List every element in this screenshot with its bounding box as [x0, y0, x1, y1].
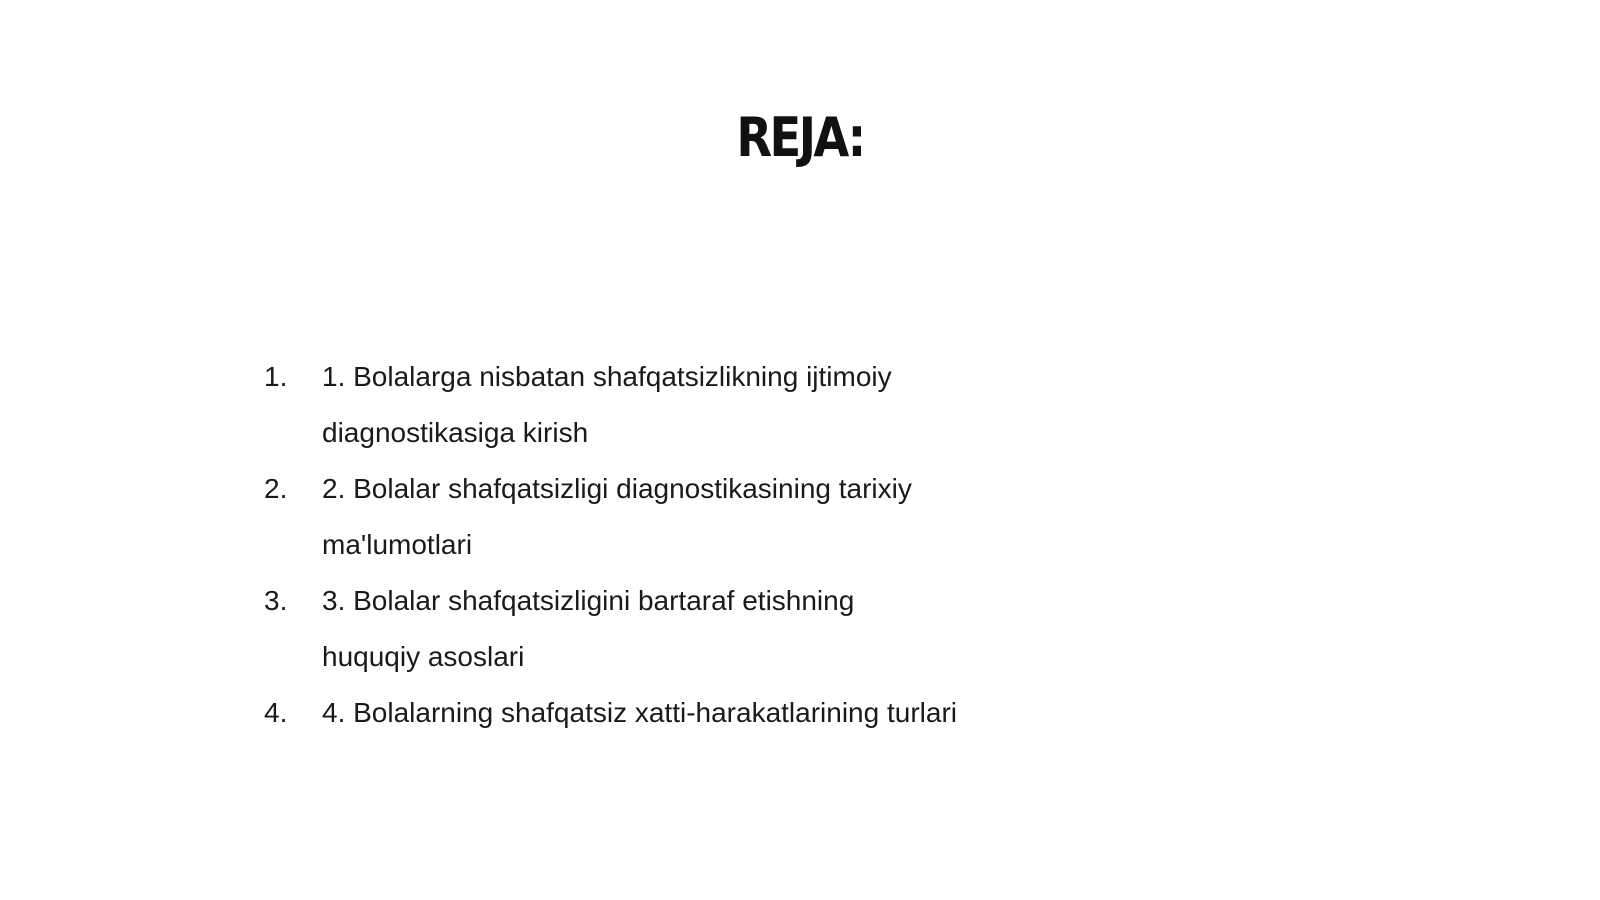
list-item-text: 1. Bolalarga nisbatan shafqatsizlikning ijtimoiy diagnostikasiga kirish	[322, 361, 892, 448]
list-item	[264, 461, 1124, 573]
list-item-text: 3. Bolalar shafqatsizligini bartaraf etishning huquqiy asoslari	[322, 585, 855, 672]
list-item	[264, 349, 1124, 461]
list-item-number: 3.	[264, 585, 288, 616]
list-item-number: 4.	[264, 697, 288, 728]
plan-list	[264, 349, 1124, 741]
list-item-text: 2. Bolalar shafqatsizligi diagnostikasining tarixiy ma'lumotlari	[322, 473, 912, 560]
list-item	[264, 573, 1124, 685]
list-item-number: 1.	[264, 361, 288, 392]
list-item-number: 2.	[264, 473, 288, 504]
list-item	[264, 685, 1124, 741]
list-item-text: 4. Bolalarning shafqatsiz xatti-harakatlarining turlari	[322, 697, 957, 728]
slide-title: REJA:	[736, 106, 864, 169]
